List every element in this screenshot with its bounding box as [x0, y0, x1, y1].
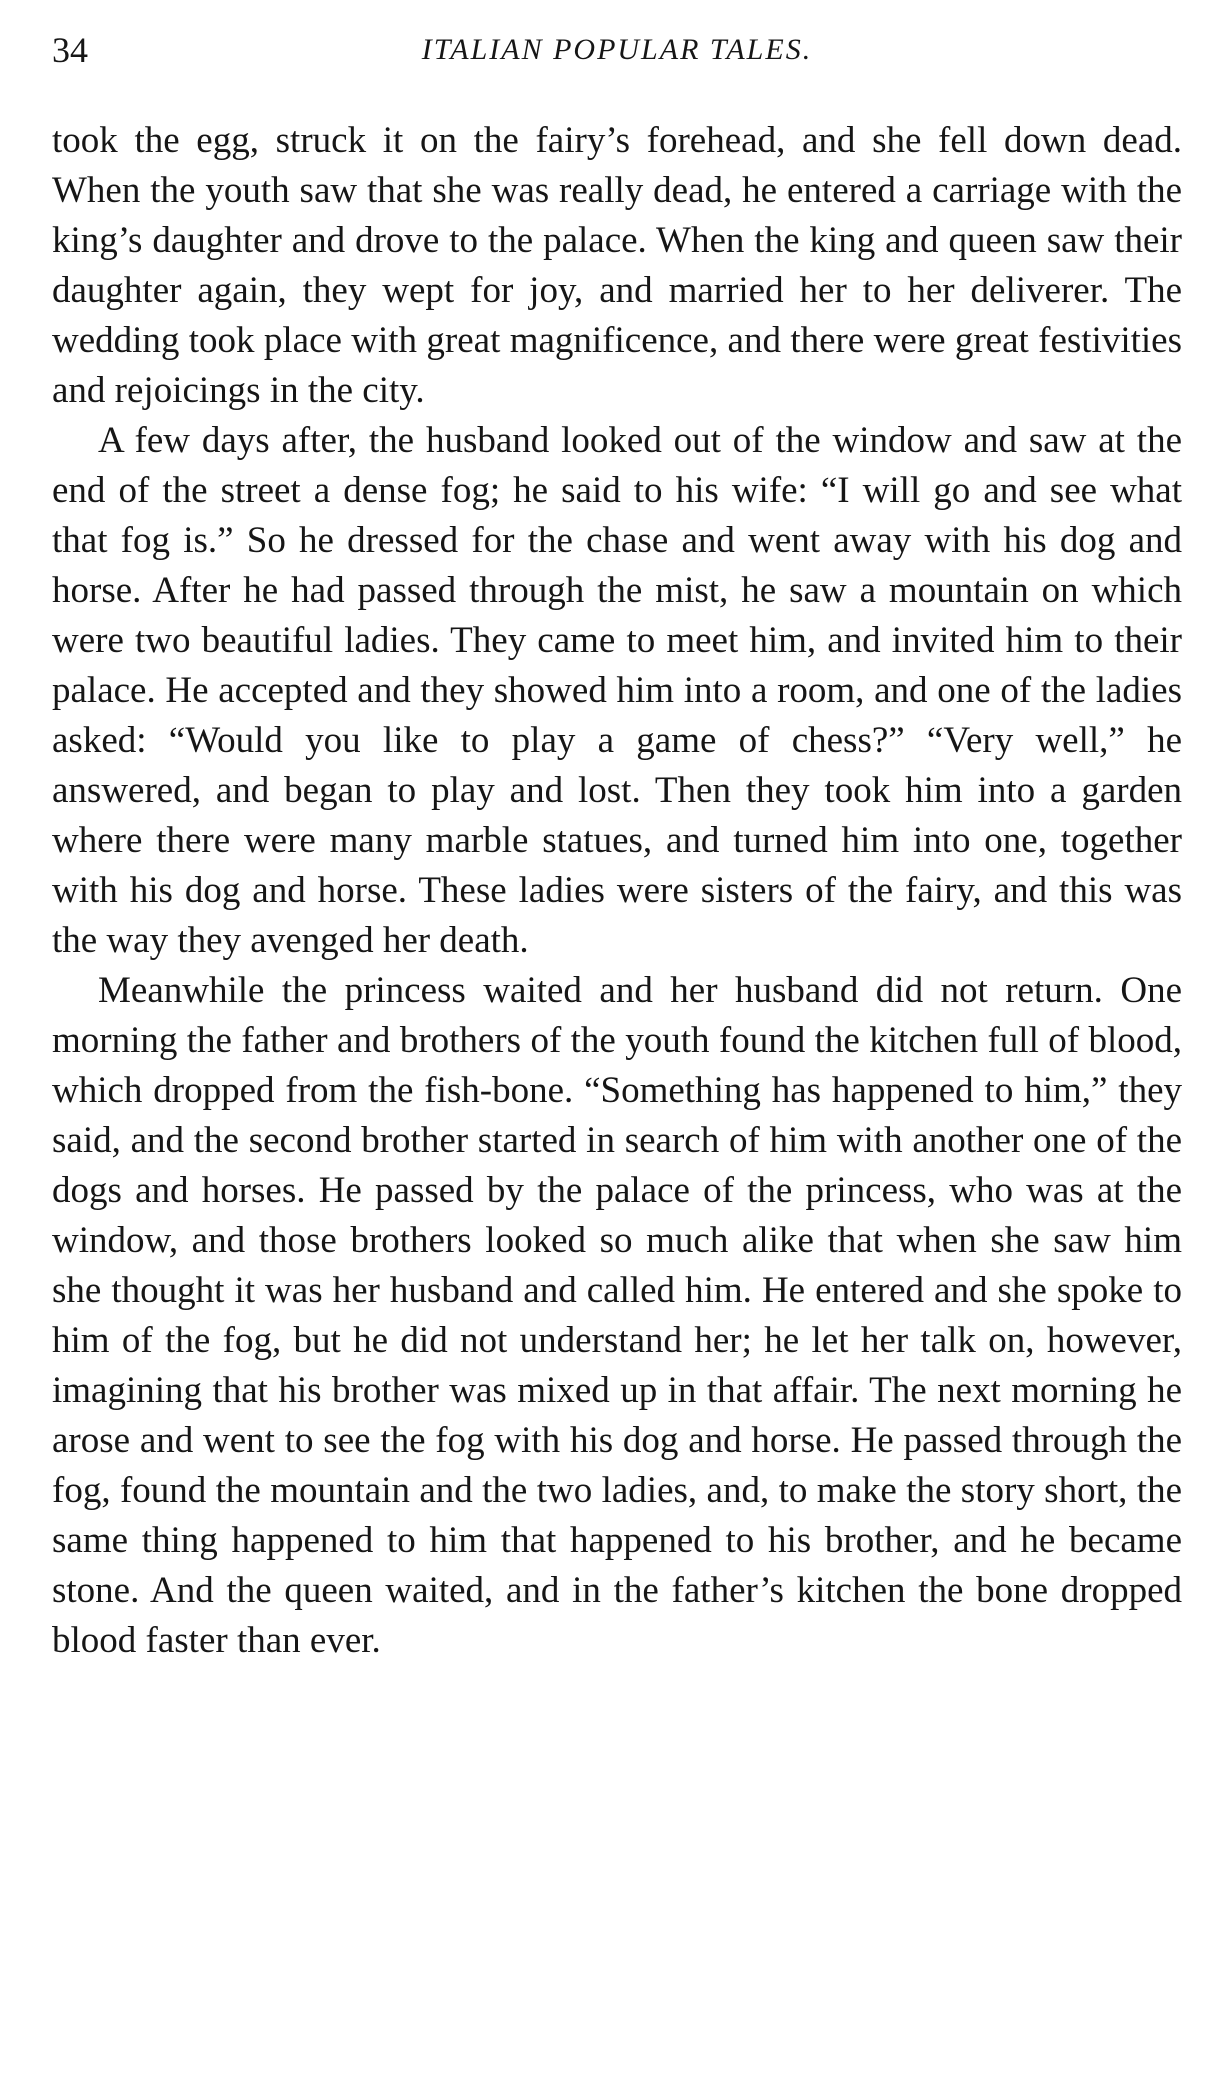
page-header [52, 22, 1182, 80]
body-text [52, 116, 1182, 1666]
running-head: ITALIAN POPULAR TALES. [421, 33, 813, 66]
paragraph: A few days after, the husband looked out of the window and saw at the end of the street a dense fog; he said to his wife: “I will go and see what that fog is.” So he dressed for the chase and went away with his dog and horse. After he had passed through the mist, he saw a mountain on which were two beautiful ladies. They came to meet him, and invited him to their palace. He accepted and they showed him into a room, and one of the ladies asked: “Would you like to play a game of chess?” “Very well,” he answered, and began to play and lost. Then they took him into a garden where there were many marble statues, and turned him into one, together with his dog and horse. These ladies were sisters of the fairy, and this was the way they avenged her death. [52, 420, 1182, 961]
page-number: 34 [52, 30, 88, 70]
paragraph-continued: took the egg, struck it on the fairy’s forehead, and she fell down dead. When the youth saw that she was really dead, he entered a carriage with the king’s daughter and drove to the palace. When the king and queen saw their daughter again, they wept for joy, and married her to her deliverer. The wedding took place with great magnificence, and there were great festivities and rejoicings in the city. [52, 120, 1182, 411]
paragraph: Meanwhile the princess waited and her husband did not return. One morning the father and brothers of the youth found the kitchen full of blood, which dropped from the fish-bone. “Something has happened to him,” they said, and the second brother started in search of him with another one of the dogs and horses. He passed by the palace of the princess, who was at the window, and those brothers looked so much alike that when she saw him she thought it was her husband and called him. He entered and she spoke to him of the fog, but he did not understand her; he let her talk on, however, imagining that his brother was mixed up in that affair. The next morning he arose and went to see the fog with his dog and horse. He passed through the fog, found the mountain and the two ladies, and, to make the story short, the same thing happened to him that happened to his brother, and he became stone. And the queen waited, and in the father’s kitchen the bone dropped blood faster than ever. [52, 970, 1182, 1661]
book-page [52, 22, 1182, 1666]
